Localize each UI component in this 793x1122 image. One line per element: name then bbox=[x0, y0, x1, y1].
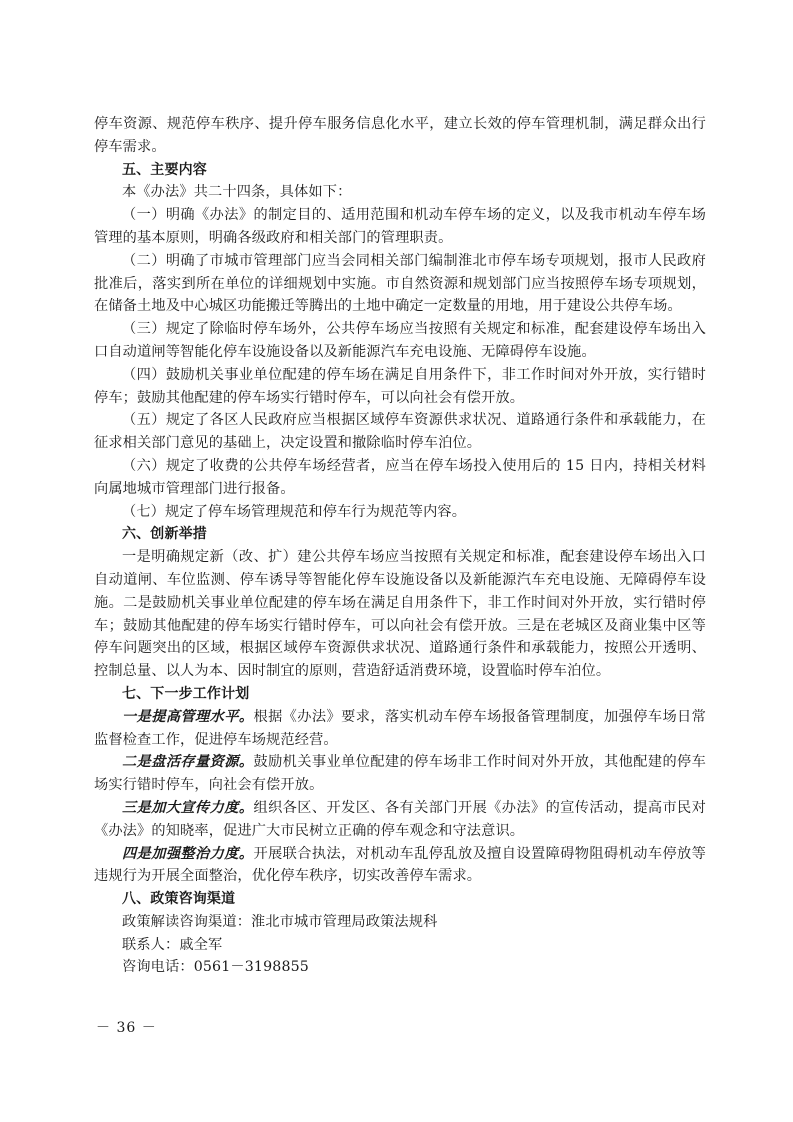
item-lead: 一是提高管理水平。 bbox=[122, 708, 254, 725]
contact-person: 联系人：戚全军 bbox=[122, 936, 223, 953]
intro-paragraph: 停车资源、规范停车秩序、提升停车服务信息化水平，建立长效的停车管理机制，满足群众出行停车需求。 bbox=[94, 116, 706, 155]
section-7-item bbox=[94, 843, 706, 889]
section-5-lead: 本《办法》共二十四条，具体如下： bbox=[122, 184, 352, 201]
section-5-item: （五）规定了各区人民政府应当根据区域停车资源供求状况、道路通行条件和承载能力，在征求相关部门意见的基础上，决定设置和撤除临时停车泊位。 bbox=[94, 412, 706, 452]
item-text: 组织各区、开发区、各有关部门开展《办法》的宣传活动，提高市民对《办法》的知晓率，促进广大市民树立正确的停车观念和守法意识。 bbox=[94, 799, 706, 839]
section-7-item bbox=[94, 797, 706, 843]
section-5-item: （三）规定了除临时停车场外，公共停车场应当按照有关规定和标准，配套建设停车场出入口自动道闸等智能化停车设施设备以及新能源汽车充电设施、无障碍停车设施。 bbox=[94, 321, 706, 360]
item-text: 鼓励机关事业单位配建的停车场非工作时间对外开放，其他配建的停车场实行错时停车，向社会有偿开放。 bbox=[94, 754, 706, 794]
item-lead: 三是加大宣传力度。 bbox=[122, 799, 254, 816]
section-6-heading: 六、创新举措 bbox=[122, 526, 207, 543]
section-5-heading: 五、主要内容 bbox=[122, 161, 207, 178]
section-5-item: （一）明确《办法》的制定目的、适用范围和机动车停车场的定义，以及我市机动车停车场管理的基本原则，明确各级政府和相关部门的管理职责。 bbox=[94, 207, 706, 246]
section-7-item bbox=[94, 706, 706, 752]
section-7-heading: 七、下一步工作计划 bbox=[122, 685, 250, 702]
section-7-item bbox=[94, 751, 706, 797]
page-number: － 36 － bbox=[96, 1020, 157, 1036]
item-lead: 二是盘活存量资源。 bbox=[122, 754, 254, 771]
item-text: 开展联合执法，对机动车乱停乱放及擅自设置障碍物阻碍机动车停放等违规行为开展全面整治，优化停车秩序，切实改善停车需求。 bbox=[94, 845, 706, 885]
contact-channel: 政策解读咨询渠道：淮北市城市管理局政策法规科 bbox=[122, 913, 438, 930]
item-text: 根据《办法》要求，落实机动车停车场报备管理制度，加强停车场日常监督检查工作，促进停车场规范经营。 bbox=[94, 708, 706, 748]
section-5-item: （七）规定了停车场管理规范和停车行为规范等内容。 bbox=[122, 503, 467, 520]
section-8-heading: 八、政策咨询渠道 bbox=[122, 891, 236, 908]
contact-phone: 咨询电话：0561－3198855 bbox=[122, 959, 309, 976]
document-body bbox=[94, 113, 706, 979]
section-6-body: 一是明确规定新（改、扩）建公共停车场应当按照有关规定和标准，配套建设停车场出入口自动道闸、车位监测、停车诱导等智能化停车设施设备以及新能源汽车充电设施、无障碍停车设施。二是鼓励机关事业单位配建的停车场在满足自用条件下，非工作时间对外开放，实行错时停车；鼓励其他配建的停车场实行错时停车，可以向社会有偿开放。三是在老城区及商业集中区等停车问题突出的区域，根据区域停车资源供求状况、道路通行条件和承载能力，按照公开透明、控制总量、以人为本、因时制宜的原则，营造舒适消费环境，设置临时停车泊位。 bbox=[94, 549, 706, 680]
section-5-item: （四）鼓励机关事业单位配建的停车场在满足自用条件下，非工作时间对外开放，实行错时停车；鼓励其他配建的停车场实行错时停车，可以向社会有偿开放。 bbox=[94, 366, 706, 406]
section-5-item: （二）明确了市城市管理部门应当会同相关部门编制淮北市停车场专项规划，报市人民政府批准后，落实到所在单位的详细规划中实施。市自然资源和规划部门应当按照停车场专项规划，在储备土地及中心城区功能搬迁等腾出的土地中确定一定数量的用地，用于建设公共停车场。 bbox=[94, 252, 706, 315]
item-lead: 四是加强整治力度。 bbox=[122, 845, 254, 862]
section-5-item: （六）规定了收费的公共停车场经营者，应当在停车场投入使用后的 15 日内，持相关材料向属地城市管理部门进行报备。 bbox=[94, 457, 706, 497]
